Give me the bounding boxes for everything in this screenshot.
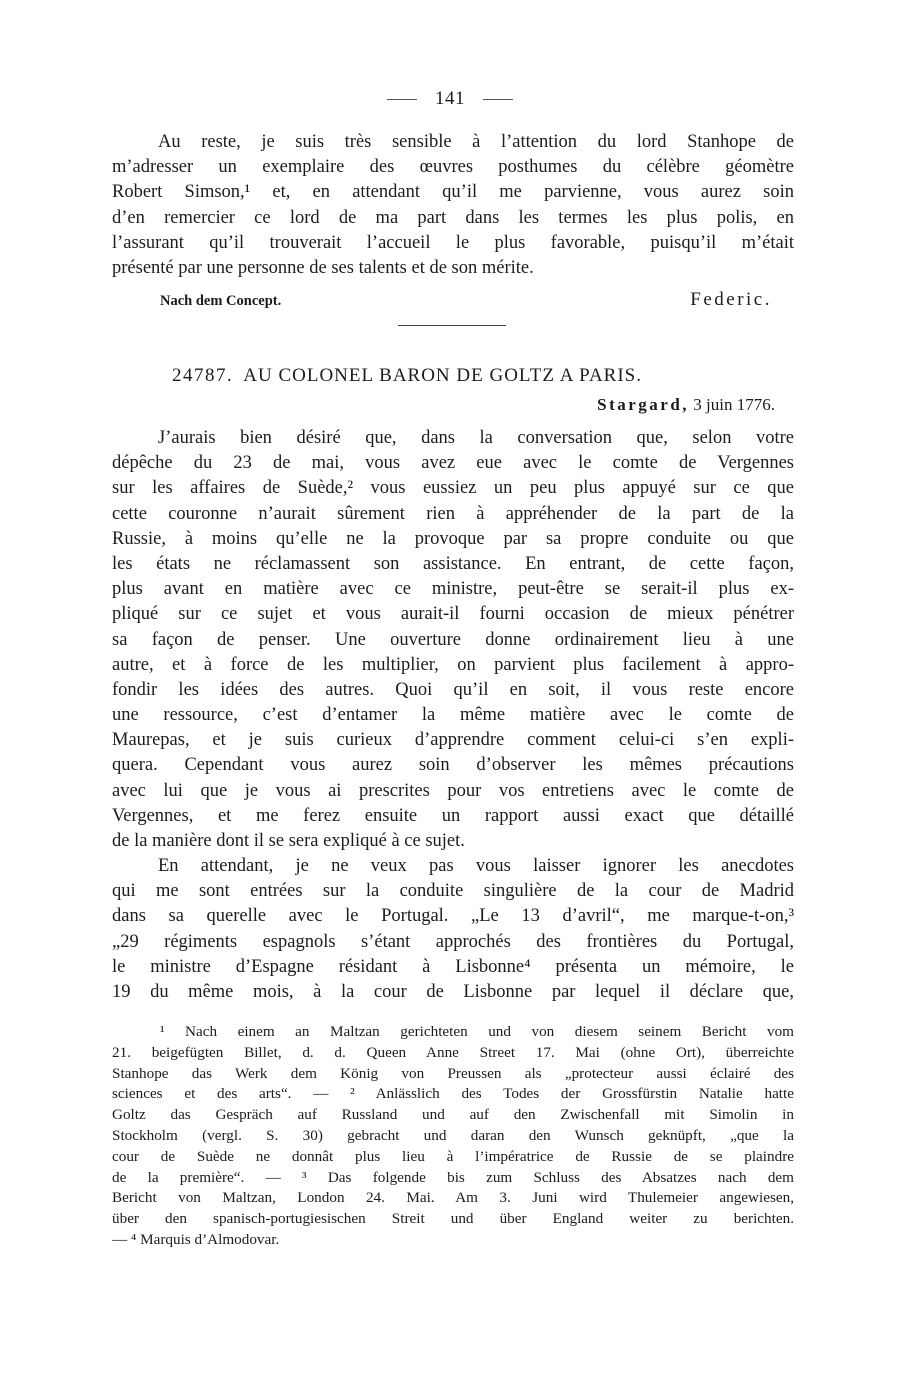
text-line: Maurepas, et je suis curieux d’apprendre comment celui-ci s’en expli-	[112, 730, 794, 751]
text-line: avec lui que je vous ai prescrites pour vos entretiens avec le comte de	[112, 780, 794, 801]
text-line: de la manière dont il se sera expliqué à ce sujet.	[112, 831, 465, 851]
text-line: autre, et à force de les multiplier, on parvient plus facilement à appro-	[112, 654, 794, 675]
text-line: quera. Cependant vous aurez soin d’observer les mêmes précautions	[112, 755, 794, 776]
text-line: sur les affaires de Suède,² vous eussiez un peu plus appuyé sur ce que	[112, 478, 794, 499]
paragraph-closing	[112, 130, 794, 281]
footnote-line: 21. beigefügten Billet, d. d. Queen Anne Street 17. Mai (ohne Ort), überreichte	[112, 1043, 794, 1061]
footnotes	[112, 1022, 794, 1251]
page-number: 141	[435, 88, 465, 109]
text-line: Vergennes, et me ferez ensuite un rapport aussi exact que détaillé	[112, 805, 794, 826]
letter-date: 3 juin 1776.	[693, 395, 775, 414]
footnote-line: — ⁴ Marquis d’Almodovar.	[112, 1230, 280, 1248]
letter-title: AU COLONEL BARON DE GOLTZ A PARIS.	[243, 365, 642, 386]
text-line: cette couronne n’aurait sûrement rien à appréhender de la part de la	[112, 503, 794, 524]
footnote-line: Goltz das Gespräch auf Russland und auf den Zwischenfall mit Simolin in	[112, 1106, 794, 1124]
text-line: sa façon de penser. Une ouverture donne ordinairement lieu à une	[112, 629, 794, 650]
footnote-line: ¹ Nach einem an Maltzan gerichteten und von diesem seinem Bericht vom	[160, 1023, 794, 1040]
text-line: En attendant, je ne veux pas vous laisser ignorer les anecdotes	[158, 856, 794, 876]
signature-row	[160, 289, 772, 313]
text-line: une ressource, c’est d’entamer la même matière avec le comte de	[112, 705, 794, 726]
header-dash-right	[483, 99, 513, 100]
letter-heading	[172, 365, 642, 387]
text-line: J’aurais bien désiré que, dans la conversation que, selon votre	[158, 428, 794, 448]
text-line: qui me sont entrées sur la conduite singulière de la cour de Madrid	[112, 881, 794, 902]
footnote-line: sciences et des arts“. — ² Anlässlich des Todes der Grossfürstin Natalie hatte	[112, 1085, 794, 1103]
text-line: Russie, à moins qu’elle ne la provoque par sa propre conduite ou que	[112, 528, 794, 549]
text-line: plus avant en matière avec ce ministre, peut-être se serait-il plus ex-	[112, 579, 794, 600]
page-header	[0, 88, 900, 110]
text-line: pliqué sur ce sujet et vous aurait-il fourni occasion de mieux pénétrer	[112, 604, 794, 625]
text-line: fondir les idées des autres. Quoi qu’il en soit, il vous reste encore	[112, 679, 794, 700]
text-line: Robert Simson,¹ et, en attendant qu’il me parvienne, vous aurez soin	[112, 182, 794, 203]
text-line: les états ne réclamassent son assistance. En entrant, de cette façon,	[112, 553, 794, 574]
text-line: Au reste, je suis très sensible à l’attention du lord Stanhope de	[158, 132, 794, 152]
letter-number: 24787.	[172, 365, 234, 386]
footnote-line: Bericht von Maltzan, London 24. Mai. Am 3. Juni wird Thulemeier angewiesen,	[112, 1189, 794, 1207]
text-line: présenté par une personne de ses talents et de son mérite.	[112, 257, 534, 278]
text-line: l’assurant qu’il trouverait l’accueil le plus favorable, puisqu’il m’était	[112, 232, 794, 253]
footnote-line: de la première“. — ³ Das folgende bis zum Schluss des Absatzes nach dem	[112, 1168, 794, 1186]
text-line: le ministre d’Espagne résidant à Lisbonne⁴ présenta un mémoire, le	[112, 956, 794, 977]
signature-name: Federic.	[690, 289, 772, 310]
text-line: m’adresser un exemplaire des œuvres posthumes du célèbre géomètre	[112, 157, 794, 178]
footnote-line: Stockholm (vergl. S. 30) gebracht und daran den Wunsch geknüpft, „que la	[112, 1126, 794, 1144]
text-line: dépêche du 23 de mai, vous avez eue avec le comte de Vergennes	[112, 453, 794, 474]
source-note: Nach dem Concept.	[160, 293, 282, 309]
text-line: „29 régiments espagnols s’étant approchés des frontières du Portugal,	[112, 931, 794, 952]
footnote-line: Stanhope das Werk dem König von Preussen als „protecteur aussi éclairé des	[112, 1064, 794, 1082]
text-line: 19 du même mois, à la cour de Lisbonne par lequel il déclare que,	[112, 981, 794, 1002]
header-dash-left	[387, 99, 417, 100]
letter-dateline	[597, 395, 775, 415]
letter-place: Stargard,	[597, 395, 690, 414]
footnote-line: cour de Suède ne donnât plus lieu à l’impératrice de Russie de se plaindre	[112, 1147, 794, 1165]
text-line: d’en remercier ce lord de ma part dans les termes les plus polis, en	[112, 207, 794, 228]
text-line: dans sa querelle avec le Portugal. „Le 13 d’avril“, me marque-t-on,³	[112, 906, 794, 927]
paragraph-letter-2	[112, 854, 794, 1005]
footnote-line: über den spanisch-portugiesischen Streit und über England weiter zu berichten.	[112, 1210, 794, 1228]
paragraph-letter-1	[112, 426, 794, 854]
section-divider	[398, 325, 506, 326]
